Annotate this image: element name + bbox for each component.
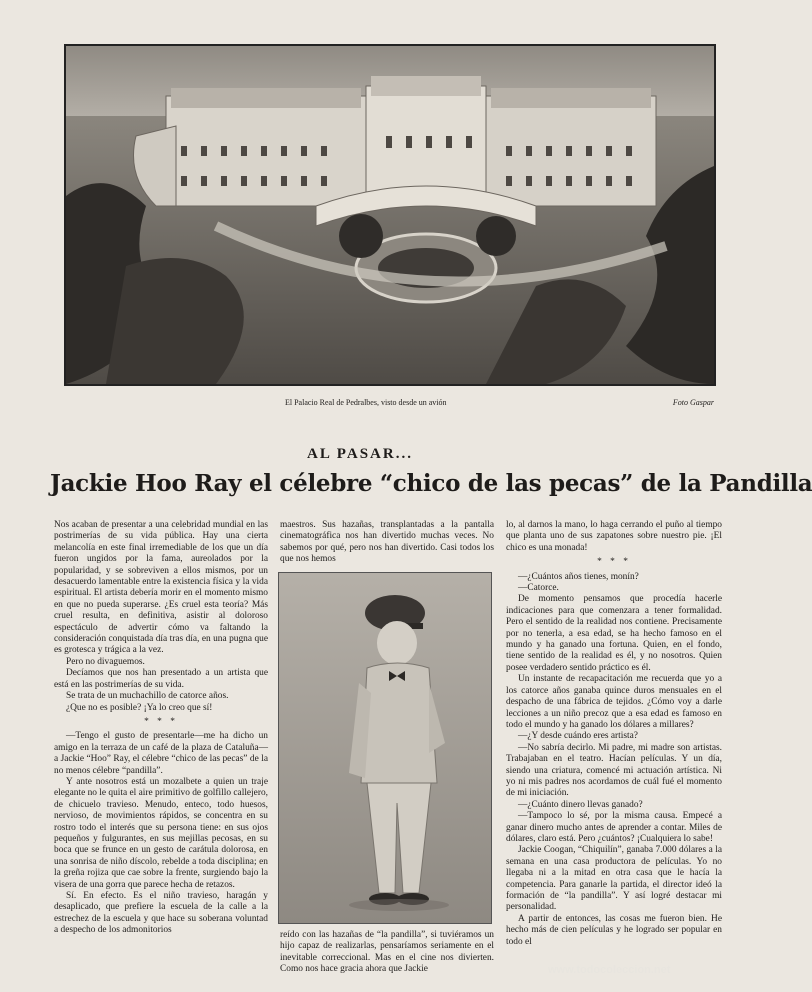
watermark-text: www.todocoleccion.net xyxy=(548,964,671,976)
paragraph: —¿Cuántos años tienes, monín? xyxy=(518,571,639,582)
paragraph: Y ante nosotros está un mozalbete a quien un traje elegante no le quita el aire primitivo de golfillo callejero, de chicuelo travieso. Menudo, enteco, todo huesos, nervioso, de movimientos rápidos, se concentra en su rostro todo el interés que su persona tiene: en sus ojos pequeños y fulgurantes, en sus mejillas pecosas, en su boca que se frunce en un gesto de carátula dolorosa, en una sonrisa de niño díscolo, rebelde a toda disciplina; en la greña rojiza que cae sobre la frente, surgiendo bajo la visera de una gorra que parece hecha de retazos. xyxy=(54,776,268,890)
article-column-1 xyxy=(54,520,268,992)
article-headline: Jackie Hoo Ray el célebre “chico de las pecas” de la Pandilla xyxy=(50,470,812,497)
article-column-3 xyxy=(506,520,722,992)
paragraph: —Catorce. xyxy=(518,583,559,594)
paragraph: Pero no divaguemos. xyxy=(66,656,145,667)
section-separator: * * * xyxy=(597,557,631,568)
section-kicker: AL PASAR... xyxy=(307,446,413,462)
paragraph: maestros. Sus hazañas, transplantadas a la pantalla cinematográfica nos han divertido muchas veces. No sabemos por qué, pero nos han divertido. Casi todos los que nos hemos xyxy=(280,520,494,565)
paragraph: lo, al darnos la mano, lo haga cerrando el puño al tiempo que planta uno de sus zapatones sobre nuestro pie. ¡El chico es una monada! xyxy=(506,520,722,553)
paragraph: —¿Cuánto dinero llevas ganado? xyxy=(518,799,643,810)
paragraph: ¿Que no es posible? ¡Ya lo creo que sí! xyxy=(66,702,213,713)
photo-credit: Foto Gaspar xyxy=(672,398,714,407)
photo-caption: El Palacio Real de Pedralbes, visto desde un avión xyxy=(285,398,447,407)
paragraph: —Tampoco lo sé, por la misma causa. Empecé a ganar dinero mucho antes de aprender a contar. Miles de dólares, claro está. Pero ¿cuántos? ¡Cualquiera lo sabe! xyxy=(506,811,722,844)
palace-aerial-photo xyxy=(64,44,716,386)
section-separator: * * * xyxy=(144,716,178,727)
paragraph: Un instante de recapacitación me recuerda que yo a los catorce años ganaba quince duros mensuales en el despacho de una fábrica de tejidos. ¿Cómo voy a darle lecciones a un niño precoz que a esa edad es famoso en todo el mundo y ha ganado los dólares a millares? xyxy=(506,674,722,730)
paragraph: Jackie Coogan, “Chiquilín”, ganaba 7.000 dólares a la semana en una casa productora de películas. Yo no llegaba ni a la mitad en otra casa que le hacía la competencia. Para ganarle la partida, el director ideó la formación de “la pandilla”. Y así logré destacar mi personalidad. xyxy=(506,845,722,913)
paragraph: —Tengo el gusto de presentarle—me ha dicho un amigo en la terraza de un café de la plaza de Cataluña—a Jackie “Hoo” Ray, el célebre “chico de las pecas” de la no menos célebre “pandilla”. xyxy=(54,731,268,776)
article-column-2-bottom xyxy=(280,930,494,992)
paragraph: reído con las hazañas de “la pandilla”, si tuviéramos un hijo capaz de realizarlas, pensaríamos seriamente en el inevitable correccional. Mas en el cine nos divierten. Como nos hace gracia ahora que Jackie xyxy=(280,930,494,975)
paragraph: A partir de entonces, las cosas me fueron bien. He hecho más de cien películas y he logrado ser popular en todo el xyxy=(506,913,722,947)
paragraph: Se trata de un muchachillo de catorce años. xyxy=(66,691,229,702)
paragraph: Nos acaban de presentar a una celebridad mundial en las postrimerías de su vida pública. Hay una cierta melancolía en este final irremediable de los que un día fueron ungidos por la fama, aureolados por la popularidad, y se sobreviven a ellos mismos, por un desacuerdo lamentable entre la existencia física y la vida espiritual. El artista debería morir en el momento mismo en que no pueda superarse. ¿Es cruel esta teoría? Más cruel resulta, en definitiva, asistir al doloroso espectáculo de advertir cómo va faltando la consideración conquistada día tras día, en una pugna que es grotesca y trágica a la vez. xyxy=(54,520,268,656)
article-column-2-top xyxy=(280,520,494,568)
paragraph: De momento pensamos que procedía hacerle indicaciones para que comenzara a tener formalidad. Pero el sentido de la realidad nos contiene. Precisamente por no tenerla, a esa edad, se ha hecho famoso en el mundo y ha ganado una fortuna. Quien, en el fondo, tiene sentido de la realidad es él, y no nosotros. Quien posee verdadero sentido práctico es él. xyxy=(506,594,722,673)
paragraph: Sí. En efecto. Es el niño travieso, haragán y desaplicado, que prefiere la escuela de la calle a la estrechez de la escuela y que hace su soberana voluntad a despecho de los admonitorios xyxy=(54,891,268,936)
paragraph: —¿Y desde cuándo eres artista? xyxy=(518,731,638,742)
paragraph: Decíamos que nos han presentado a un artista que está en las postrimerías de su vida. xyxy=(54,668,268,690)
paragraph: —No sabría decirlo. Mi padre, mi madre son artistas. Trabajaban en el teatro. Hacían películas. Y un día, siendo una criatura, comencé mi actuación artística. Ni yo ni mis padres nos acordamos de cuál fué el momento de mi iniciación. xyxy=(506,742,722,799)
jackie-portrait-photo xyxy=(278,572,492,924)
